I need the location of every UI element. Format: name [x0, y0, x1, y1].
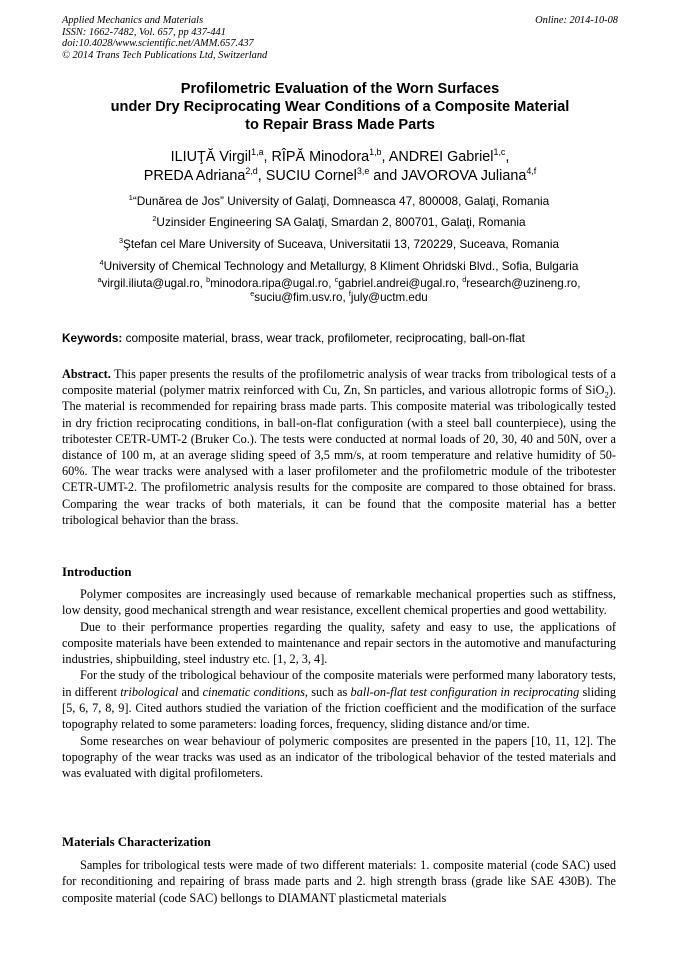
keywords-text: composite material, brass, wear track, profilometer, reciprocating, ball-on-flat [125, 331, 525, 345]
title-line-1: Profilometric Evaluation of the Worn Surfaces [180, 81, 500, 97]
affiliation-sup: 4 [99, 258, 104, 268]
authors-line-2: PREDA Adriana$^{2,d}$, SUCIU Cornel$^{3,e}$ and JAVOROVA Juliana$^{4,f}$ [143, 166, 537, 184]
abstract-subscript: 2 [604, 389, 609, 400]
journal-header [62, 15, 618, 61]
intro-p3-text: and [181, 684, 200, 699]
keywords-label: Keywords: [62, 331, 123, 345]
author-sup: 1,a [251, 147, 264, 158]
intro-paragraph-4: Some researches on wear behaviour of polymeric composites are presented in the papers [10, 11, 12]. The topography of the wear tracks was used as an indicator of the tribological behavior of the tested materials and was evaluated with digital profilometers. [62, 733, 616, 781]
author-name: ANDREI Gabriel [388, 149, 494, 165]
author-name: JAVOROVA Juliana [401, 168, 527, 184]
keywords [62, 331, 618, 345]
affiliation-text: “Dunărea de Jos” University of Galaţi, Domneasca 47, 800008, Galaţi, Romania [132, 194, 550, 208]
abstract-label: Abstract. [62, 367, 111, 381]
intro-p3-text: , such as [304, 684, 348, 699]
emails-line-1 [40, 277, 638, 291]
author-emails [40, 277, 638, 305]
author-sup: 3,e [356, 166, 370, 177]
authors-line-1: ILIUŢĂ Virgil$^{1,a}$, RÎPĂ Minodora$^{1,b}$, ANDREI Gabriel$^{1,c}$, [170, 147, 510, 165]
affiliation-text: Ştefan cel Mare University of Suceava, Universitatii 13, 720229, Suceava, Romania [123, 237, 560, 251]
author-sup: 2,d [245, 166, 258, 177]
email-link[interactable]: virgil.iliuta@ugal.ro, [101, 277, 203, 290]
journal-name: Applied Mechanics and Materials [62, 15, 204, 26]
author-list [62, 148, 618, 186]
materials-heading: Materials Characterization [62, 835, 211, 849]
author-sup: 1,c [493, 147, 506, 158]
author-sup: 1,b [369, 147, 382, 158]
email-sup: c [334, 275, 339, 285]
abstract [62, 366, 616, 528]
affiliation-4 [40, 259, 638, 273]
author-name: ILIUŢĂ Virgil [170, 149, 252, 165]
intro-p3-text: sliding [5, 6, 7, 8, 9]. Cited authors studied the variation of the friction coefficient and the modification of the surface topography related to some parameters: loading forces, frequency, sliding distance and/or time. [62, 684, 616, 732]
author-name: PREDA Adriana [143, 168, 246, 184]
emails-line-2 [40, 291, 638, 305]
affiliation-1 [40, 194, 638, 208]
affiliation-sup: 3 [118, 236, 123, 246]
intro-p3-italic: cinematic conditions [202, 684, 305, 699]
title-line-3: to Repair Brass Made Parts [245, 117, 435, 133]
introduction-heading: Introduction [62, 565, 132, 579]
affiliation-text: University of Chemical Technology and Metallurgy, 8 Kliment Ohridski Blvd., Sofia, Bulgaria [103, 259, 579, 273]
email-link[interactable]: research@uzineng.ro, [466, 277, 581, 290]
title-line-2: under Dry Reciprocating Wear Conditions of a Composite Material [110, 99, 570, 115]
copyright-line: © 2014 Trans Tech Publications Ltd, Switzerland [62, 49, 268, 61]
paper-title [62, 80, 618, 134]
email-sup: e [250, 289, 255, 299]
email-link[interactable]: suciu@fim.usv.ro, [254, 291, 346, 304]
online-date: Online: 2014-10-08 [535, 15, 618, 26]
affiliation-sup: 1 [128, 193, 133, 203]
materials-paragraph-1: Samples for tribological tests were made of two different materials: 1. composite material (code SAC) used for reconditioning and repairing of brass made parts and 2. high strength brass (grade like SAE 430B). The composite material (code SAC) bellongs to DIAMANT plasticmetal materials [62, 858, 616, 905]
email-link[interactable]: minodora.ripa@ugal.ro, [210, 277, 332, 290]
email-sup: b [206, 275, 211, 285]
author-sup: 4,f [526, 166, 537, 177]
author-conjunction: and [373, 168, 398, 184]
doi-line[interactable]: doi:10.4028/www.scientific.net/AMM.657.437 [62, 38, 254, 49]
intro-paragraph-3 [62, 667, 616, 732]
abstract-text-2: ). The material is recommended for repairing brass made parts. This composite material was tribologically tested in dry friction reciprocating conditions, in ball-on-flat configuration (with a steel ball counterpiece), using the tribotester CETR-UMT-2 (Bruker Co.). The tests were conducted at normal loads of 20, 30, 40 and 50N, over a distance of 100 m, at an average sliding speed of 3,5 mm/s, at room temperature and relative humidity of 50-60%. The wear tracks were analysed with a laser profilometer and the profilometric module of the tribotester CETR-UMT-2. The profilometric analysis results for the composite are compared to those obtained for brass. Comparing the wear tracks of both materials, it can be found that the composite material has a better tribological behavior than the brass. [62, 383, 616, 527]
abstract-text-1: This paper presents the results of the profilometric analysis of wear tracks from tribological tests of a composite material (polymer matrix reinforced with Cu, Zn, Sn particles, and various allotropic forms of SiO [62, 367, 616, 398]
affiliation-3 [40, 237, 638, 251]
affiliation-text: Uzinsider Engineering SA Galaţi, Smardan 2, 800701, Galaţi, Romania [156, 215, 526, 229]
intro-p3-text: For the study of the tribological behaviour of the composite materials were performed many laboratory tests, in different [62, 668, 616, 699]
intro-paragraph-2: Due to their performance properties regarding the quality, safety and easy to use, the applications of composite materials have been extended to maintenance and repair sectors in the automotive and manufacturing industries, shipbuilding, steel industry etc. [1, 2, 3, 4]. [62, 619, 616, 667]
intro-p3-italic: tribological [120, 684, 179, 699]
intro-p3-italic: ball-on-flat test configuration in reciprocating [350, 684, 580, 699]
affiliation-2 [40, 215, 638, 229]
intro-paragraph-1: Polymer composites are increasingly used because of remarkable mechanical properties such as stiffness, low density, good mechanical strength and wear resistance, excellent chemical properties and good wettability. [62, 587, 616, 618]
email-link[interactable]: gabriel.andrei@ugal.ro, [338, 277, 459, 290]
email-sup: a [97, 275, 102, 285]
materials-body [62, 857, 616, 906]
author-name: SUCIU Cornel [265, 168, 357, 184]
email-sup: f [348, 289, 351, 299]
introduction-body [62, 586, 616, 782]
email-link[interactable]: july@uctm.edu [350, 291, 428, 304]
author-name: RÎPĂ Minodora [271, 149, 370, 165]
email-sup: d [462, 275, 467, 285]
affiliation-sup: 2 [152, 214, 157, 224]
issn-line: ISSN: 1662-7482, Vol. 657, pp 437-441 [62, 26, 226, 38]
